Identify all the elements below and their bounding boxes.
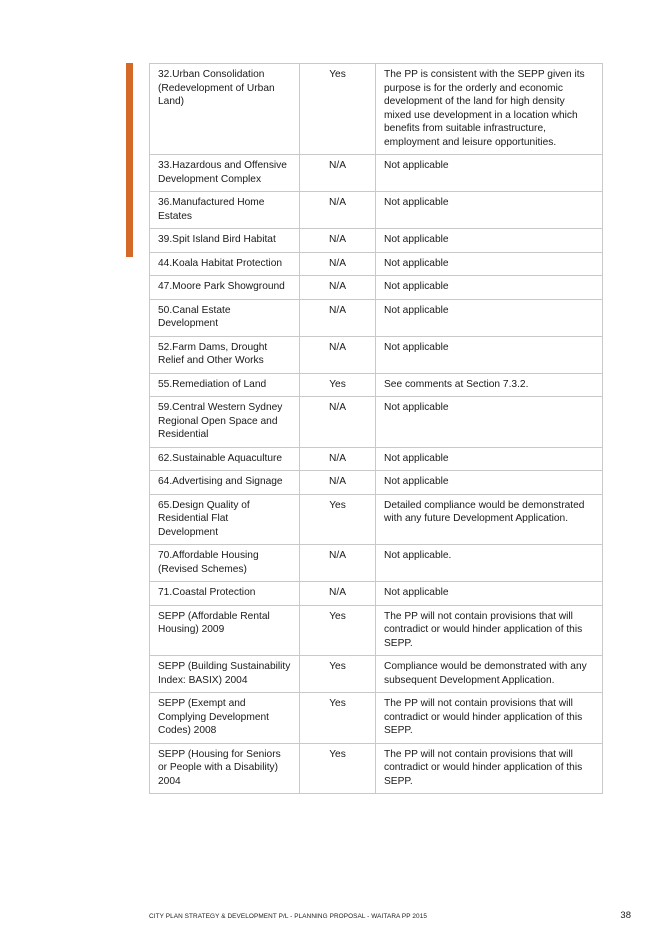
table-row xyxy=(150,656,603,693)
comment-cell: Not applicable xyxy=(376,471,603,495)
policy-cell: 47.Moore Park Showground xyxy=(150,276,300,300)
comment-cell: The PP will not contain provisions that will contradict or would hinder application of this SEPP. xyxy=(376,693,603,744)
consistency-cell: N/A xyxy=(300,276,376,300)
table-row xyxy=(150,252,603,276)
comment-cell: Not applicable xyxy=(376,229,603,253)
comment-cell: Not applicable xyxy=(376,397,603,448)
consistency-cell: N/A xyxy=(300,252,376,276)
table-row xyxy=(150,545,603,582)
comment-cell: See comments at Section 7.3.2. xyxy=(376,373,603,397)
page-number: 38 xyxy=(620,910,631,921)
comment-cell: Not applicable xyxy=(376,155,603,192)
policy-cell: 55.Remediation of Land xyxy=(150,373,300,397)
comment-cell: Not applicable xyxy=(376,582,603,606)
policy-cell: SEPP (Housing for Seniors or People with a Disability) 2004 xyxy=(150,743,300,794)
consistency-cell: Yes xyxy=(300,656,376,693)
policy-cell: 70.Affordable Housing (Revised Schemes) xyxy=(150,545,300,582)
consistency-cell: N/A xyxy=(300,192,376,229)
table-row xyxy=(150,693,603,744)
table-row xyxy=(150,447,603,471)
consistency-cell: N/A xyxy=(300,299,376,336)
comment-cell: The PP will not contain provisions that will contradict or would hinder application of this SEPP. xyxy=(376,605,603,656)
comment-cell: Compliance would be demonstrated with any subsequent Development Application. xyxy=(376,656,603,693)
consistency-cell: N/A xyxy=(300,336,376,373)
sepp-consistency-table xyxy=(149,63,603,794)
policy-cell: 71.Coastal Protection xyxy=(150,582,300,606)
consistency-cell: Yes xyxy=(300,605,376,656)
consistency-cell: N/A xyxy=(300,155,376,192)
table-row xyxy=(150,276,603,300)
consistency-cell: N/A xyxy=(300,471,376,495)
table-row xyxy=(150,605,603,656)
table-row xyxy=(150,64,603,155)
table-row xyxy=(150,155,603,192)
table-row xyxy=(150,397,603,448)
table-row xyxy=(150,582,603,606)
comment-cell: The PP is consistent with the SEPP given its purpose is for the orderly and economic development of the land for high density mixed use development in a location which benefits from suitable infrastructure, employment and leisure opportunities. xyxy=(376,64,603,155)
policy-cell: 52.Farm Dams, Drought Relief and Other Works xyxy=(150,336,300,373)
policy-cell: 62.Sustainable Aquaculture xyxy=(150,447,300,471)
table-row xyxy=(150,373,603,397)
accent-bar xyxy=(126,63,133,257)
policy-cell: SEPP (Exempt and Complying Development Codes) 2008 xyxy=(150,693,300,744)
consistency-cell: N/A xyxy=(300,582,376,606)
table-row xyxy=(150,494,603,545)
policy-cell: SEPP (Building Sustainability Index: BASIX) 2004 xyxy=(150,656,300,693)
comment-cell: Not applicable xyxy=(376,447,603,471)
consistency-cell: Yes xyxy=(300,64,376,155)
comment-cell: Not applicable xyxy=(376,336,603,373)
table-row xyxy=(150,192,603,229)
policy-cell: 64.Advertising and Signage xyxy=(150,471,300,495)
policy-cell: 39.Spit Island Bird Habitat xyxy=(150,229,300,253)
table-row xyxy=(150,336,603,373)
consistency-cell: N/A xyxy=(300,397,376,448)
comment-cell: The PP will not contain provisions that will contradict or would hinder application of this SEPP. xyxy=(376,743,603,794)
policy-cell: 36.Manufactured Home Estates xyxy=(150,192,300,229)
comment-cell: Detailed compliance would be demonstrated with any future Development Application. xyxy=(376,494,603,545)
comment-cell: Not applicable xyxy=(376,252,603,276)
table-row xyxy=(150,299,603,336)
table-body xyxy=(150,64,603,794)
consistency-cell: Yes xyxy=(300,693,376,744)
consistency-cell: N/A xyxy=(300,545,376,582)
consistency-cell: Yes xyxy=(300,373,376,397)
policy-cell: 32.Urban Consolidation (Redevelopment of Urban Land) xyxy=(150,64,300,155)
consistency-cell: Yes xyxy=(300,743,376,794)
policy-cell: SEPP (Affordable Rental Housing) 2009 xyxy=(150,605,300,656)
table-row xyxy=(150,229,603,253)
table-row xyxy=(150,743,603,794)
consistency-cell: Yes xyxy=(300,494,376,545)
comment-cell: Not applicable. xyxy=(376,545,603,582)
consistency-cell: N/A xyxy=(300,229,376,253)
policy-cell: 65.Design Quality of Residential Flat Development xyxy=(150,494,300,545)
page-footer: CITY PLAN STRATEGY & DEVELOPMENT P/L - PLANNING PROPOSAL - WAITARA PP 2015 xyxy=(149,913,428,920)
comment-cell: Not applicable xyxy=(376,192,603,229)
comment-cell: Not applicable xyxy=(376,276,603,300)
consistency-cell: N/A xyxy=(300,447,376,471)
policy-cell: 44.Koala Habitat Protection xyxy=(150,252,300,276)
policy-cell: 59.Central Western Sydney Regional Open Space and Residential xyxy=(150,397,300,448)
comment-cell: Not applicable xyxy=(376,299,603,336)
policy-cell: 33.Hazardous and Offensive Development Complex xyxy=(150,155,300,192)
policy-cell: 50.Canal Estate Development xyxy=(150,299,300,336)
table-row xyxy=(150,471,603,495)
